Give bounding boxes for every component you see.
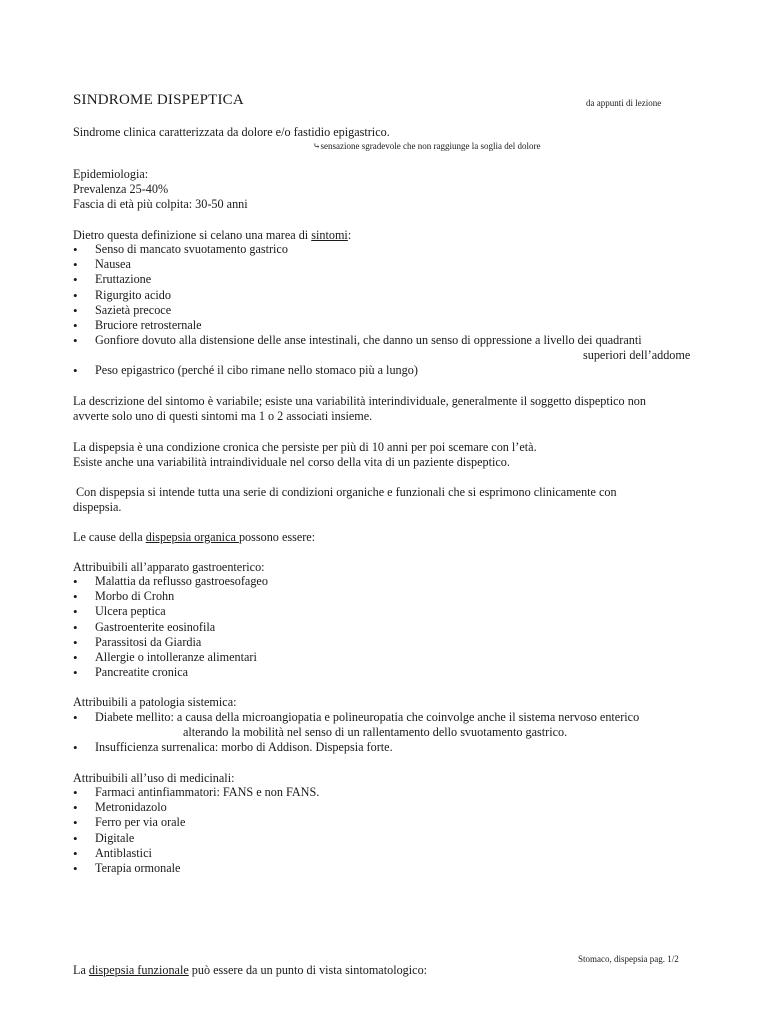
- list-item: • Bruciore retrosternale: [73, 318, 642, 333]
- definition-note: ⤷sensazione sgradevole che non raggiunge la soglia del dolore: [313, 141, 541, 151]
- functional-intro: La dispepsia funzionale può essere da un punto di vista sintomatologico:: [73, 963, 428, 977]
- dispepsia-funzionale-underlined: dispepsia funzionale: [88, 963, 189, 977]
- age-range-text: Fascia di età più colpita: 30-50 anni: [73, 197, 248, 211]
- list-item: • Sazietà precoce: [73, 303, 642, 318]
- symptoms-list: [73, 242, 642, 348]
- list-item: • Gonfiore dovuto alla distensione delle anse intestinali, che danno un senso di oppressione a livello dei quadranti: [73, 333, 642, 348]
- list-item: • Allergie o intolleranze alimentari: [73, 650, 268, 665]
- list-item: • Digitale: [73, 831, 319, 846]
- meaning-line-1: Con dispepsia si intende tutta una serie di condizioni organiche e funzionali che si esprimono clinicamente con: [76, 485, 617, 499]
- sintomi-underlined: sintomi: [311, 228, 348, 242]
- dispepsia-organica-underlined: dispepsia organica: [145, 530, 239, 544]
- list-item: • Rigurgito acido: [73, 288, 642, 303]
- drugs-list: [73, 785, 319, 876]
- list-item: • Ulcera peptica: [73, 604, 268, 619]
- list-item: • Antiblastici: [73, 846, 319, 861]
- list-item: • Pancreatite cronica: [73, 665, 268, 680]
- variability-line-2: avverte solo uno di questi sintomi ma 1 o 2 associati insieme.: [73, 409, 373, 423]
- list-item: • Metronidazolo: [73, 800, 319, 815]
- chronic-line-1: La dispepsia è una condizione cronica che persiste per più di 10 anni per poi scemare con l’età.: [73, 440, 537, 454]
- source-note: da appunti di lezione: [586, 98, 662, 108]
- systemic-continuation: alterando la mobilità nel senso di un rallentamento dello svuotamento gastrico.: [183, 725, 568, 739]
- list-item: • Farmaci antinfiammatori: FANS e non FANS.: [73, 785, 319, 800]
- list-item: • Diabete mellito: a causa della microangiopatia e polineuropatia che coinvolge anche il sistema nervoso enterico: [73, 710, 639, 725]
- variability-line-1: La descrizione del sintomo è variabile; esiste una variabilità interindividuale, generalmente il soggetto dispeptico non: [73, 394, 646, 408]
- meaning-line-2: dispepsia.: [73, 500, 122, 514]
- list-item: • Insufficienza surrenalica: morbo di Addison. Dispepsia forte.: [73, 740, 393, 755]
- gastro-heading: Attribuibili all’apparato gastroenterico:: [73, 560, 265, 574]
- symptoms-list-last: [73, 363, 418, 378]
- list-item: • Eruttazione: [73, 272, 642, 287]
- drugs-heading: Attribuibili all’uso di medicinali:: [73, 771, 235, 785]
- systemic-heading: Attribuibili a patologia sistemica:: [73, 695, 237, 709]
- prevalence-text: Prevalenza 25-40%: [73, 182, 169, 196]
- gastro-list: [73, 574, 268, 680]
- causes-intro: Le cause della dispepsia organica possono essere:: [73, 530, 316, 544]
- list-item: • Nausea: [73, 257, 642, 272]
- list-item: • Gastroenterite eosinofila: [73, 620, 268, 635]
- systemic-list-first: [73, 710, 639, 725]
- symptoms-intro: Dietro questa definizione si celano una marea di sintomi:: [73, 228, 352, 242]
- list-item: • Ferro per via orale: [73, 815, 319, 830]
- systemic-list-second: [73, 740, 393, 755]
- document-title: SINDROME DISPEPTICA: [73, 92, 244, 108]
- list-item: • Senso di mancato svuotamento gastrico: [73, 242, 642, 257]
- list-item: • Morbo di Crohn: [73, 589, 268, 604]
- page-footer-label: Stomaco, dispepsia pag. 1/2: [578, 954, 679, 964]
- list-item: • Malattia da reflusso gastroesofageo: [73, 574, 268, 589]
- list-item: • Peso epigastrico (perché il cibo rimane nello stomaco più a lungo): [73, 363, 418, 378]
- list-item: • Terapia ormonale: [73, 861, 319, 876]
- definition-text: Sindrome clinica caratterizzata da dolore e/o fastidio epigastrico.: [73, 125, 390, 139]
- epidemiology-heading: Epidemiologia:: [73, 167, 149, 181]
- chronic-line-2: Esiste anche una variabilità intraindividuale nel corso della vita di un paziente dispeptico.: [73, 455, 510, 469]
- symptom-continuation: superiori dell’addome: [583, 348, 691, 362]
- list-item: • Parassitosi da Giardia: [73, 635, 268, 650]
